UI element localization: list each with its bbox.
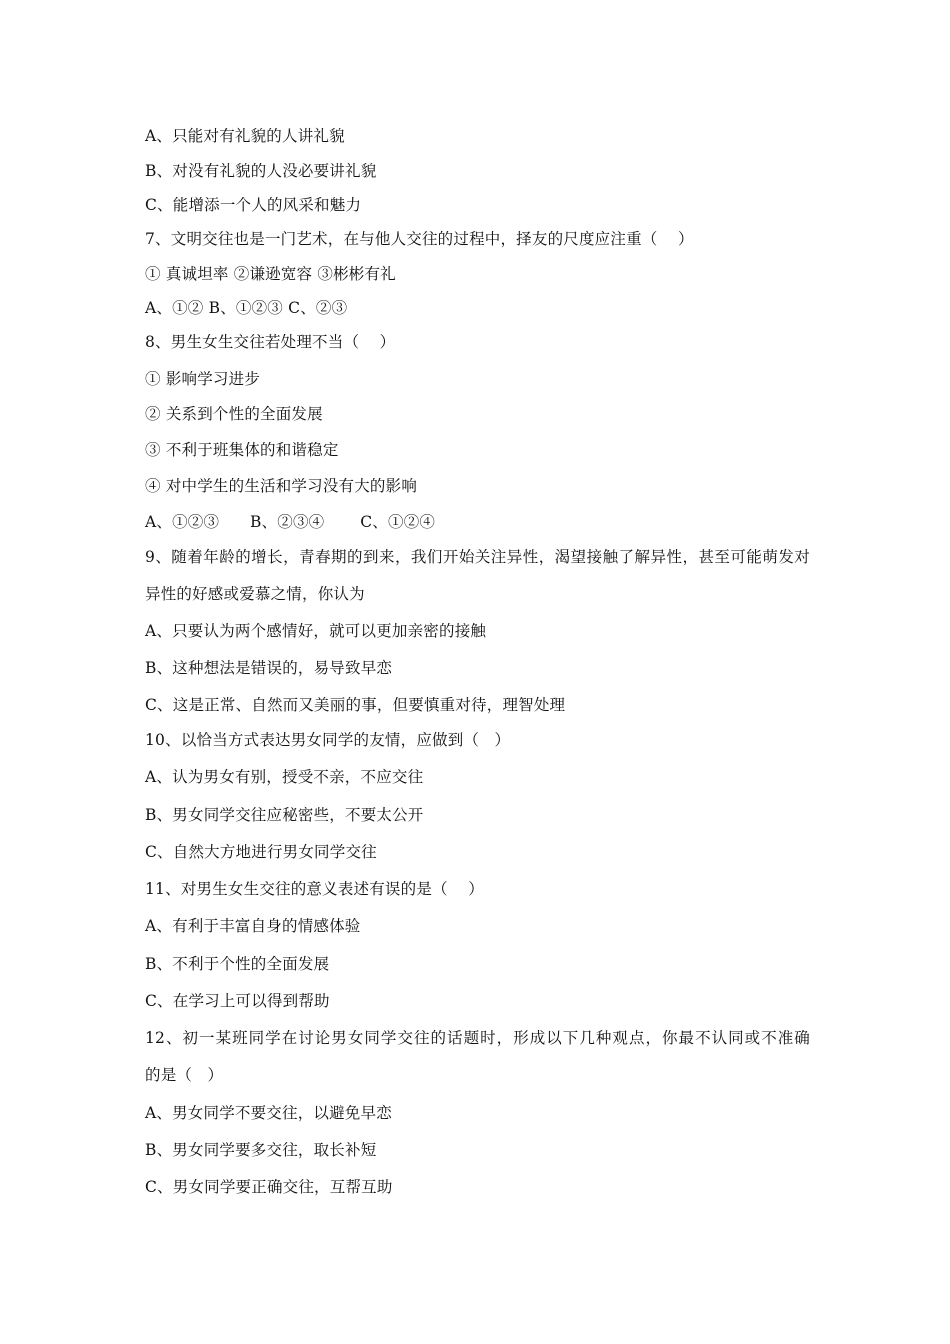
option-c-q10: C、自然大方地进行男女同学交往 — [145, 843, 377, 861]
option-c-q12: C、男女同学要正确交往，互帮互助 — [145, 1178, 393, 1196]
option-b-q10: B、男女同学交往应秘密些，不要太公开 — [145, 806, 424, 824]
question-8: 8、男生女生交往若处理不当（ ） — [145, 333, 396, 351]
question-8-item-4: ④ 对中学生的生活和学习没有大的影响 — [145, 477, 418, 495]
option-a-q11: A、有利于丰富自身的情感体验 — [145, 917, 361, 935]
question-8-item-1: ① 影响学习进步 — [145, 370, 261, 388]
option-a-q12: A、男女同学不要交往，以避免早恋 — [145, 1104, 392, 1122]
option-a-q9: A、只要认为两个感情好，就可以更加亲密的接触 — [145, 622, 487, 640]
question-12-line-1: 12、初一某班同学在讨论男女同学交往的话题时，形成以下几种观点，你最不认同或不准确 — [145, 1029, 810, 1047]
question-8-options: A、①②③ B、②③④ C、①②④ — [145, 513, 436, 531]
option-c-q6: C、能增添一个人的风采和魅力 — [145, 196, 362, 214]
option-c-q11: C、在学习上可以得到帮助 — [145, 992, 330, 1010]
question-8-item-2: ② 关系到个性的全面发展 — [145, 405, 323, 423]
option-a-q10: A、认为男女有别，授受不亲，不应交往 — [145, 768, 424, 786]
question-9-line-2: 异性的好感或爱慕之情，你认为 — [145, 585, 365, 603]
option-b-q11: B、不利于个性的全面发展 — [145, 955, 330, 973]
question-12-line-2: 的是（ ） — [145, 1066, 224, 1084]
option-c-q9: C、这是正常、自然而又美丽的事，但要慎重对待，理智处理 — [145, 696, 566, 714]
option-b-q6: B、对没有礼貌的人没必要讲礼貌 — [145, 162, 377, 180]
question-9-line-1: 9、随着年龄的增长，青春期的到来，我们开始关注异性，渴望接触了解异性，甚至可能萌发对 — [145, 548, 810, 566]
question-10: 10、以恰当方式表达男女同学的友情，应做到（ ） — [145, 731, 511, 749]
question-8-item-3: ③ 不利于班集体的和谐稳定 — [145, 441, 339, 459]
question-11: 11、对男生女生交往的意义表述有误的是（ ） — [145, 880, 484, 898]
question-7-options: A、①② B、①②③ C、②③ — [145, 299, 348, 317]
question-7-items: ① 真诚坦率 ②谦逊宽容 ③彬彬有礼 — [145, 265, 396, 283]
option-b-q12: B、男女同学要多交往，取长补短 — [145, 1141, 377, 1159]
option-a-q6: A、只能对有礼貌的人讲礼貌 — [145, 127, 345, 145]
question-7: 7、文明交往也是一门艺术，在与他人交往的过程中，择友的尺度应注重（ ） — [145, 230, 694, 248]
option-b-q9: B、这种想法是错误的，易导致早恋 — [145, 659, 393, 677]
